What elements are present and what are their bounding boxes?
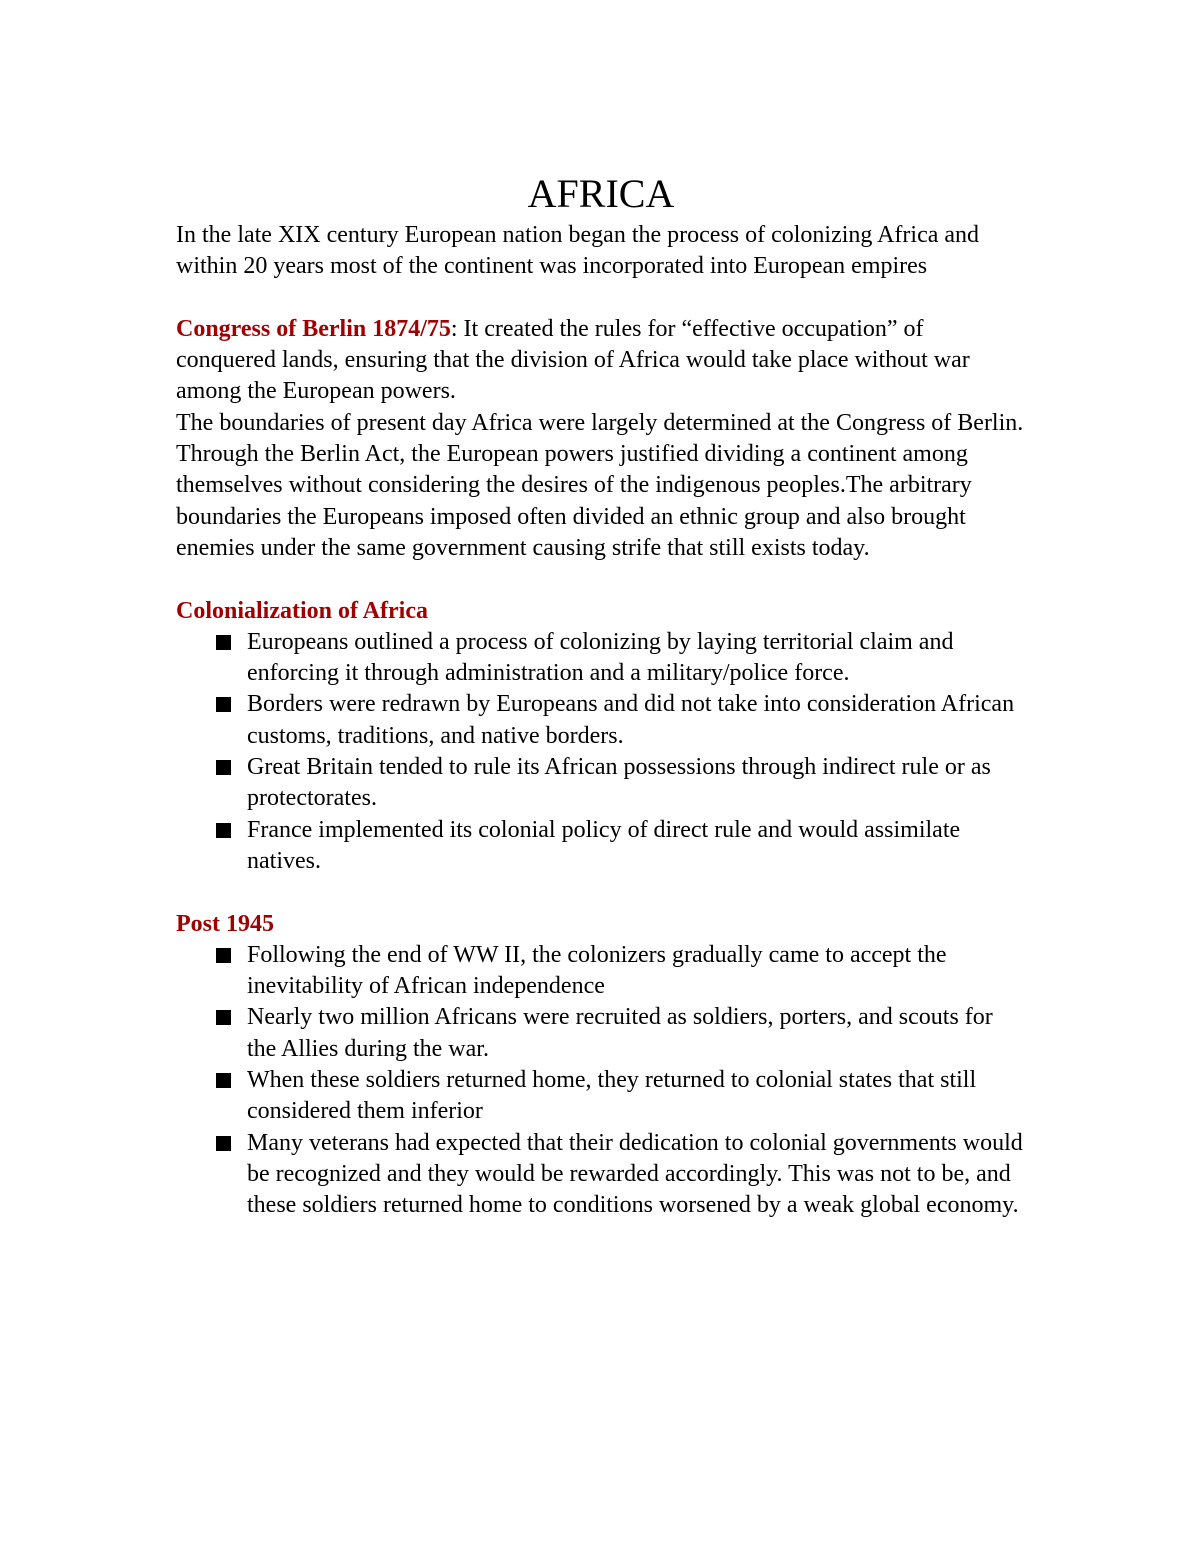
- square-bullet-icon: [216, 1073, 231, 1088]
- berlin-paragraph-2: The boundaries of present day Africa were largely determined at the Congress of Berlin.: [176, 409, 1024, 436]
- berlin-heading: Congress of Berlin 1874/75: [176, 315, 451, 342]
- spacer: [176, 283, 1026, 314]
- list-item-text: Great Britain tended to rule its African possessions through indirect rule or as protectorates.: [247, 754, 991, 812]
- list-item: [176, 940, 1026, 1003]
- square-bullet-icon: [216, 697, 231, 712]
- list-item: [176, 1128, 1026, 1222]
- document-title: AFRICA: [527, 171, 675, 216]
- list-item-text: Borders were redrawn by Europeans and did not take into consideration African customs, traditions, and native borders.: [247, 691, 1015, 749]
- list-item-text: Many veterans had expected that their dedication to colonial governments would be recognized and they would be rewarded accordingly. This was not to be, and these soldiers returned home to conditions worsened by a weak global economy.: [247, 1129, 1023, 1219]
- list-item: [176, 627, 1026, 690]
- post1945-list: [176, 940, 1026, 1222]
- colonialization-list: [176, 627, 1026, 877]
- intro-paragraph: In the late XIX century European nation began the process of colonizing Africa and within 20 years most of the continent was incorporated into European empires: [176, 222, 980, 280]
- list-item-text: France implemented its colonial policy of direct rule and would assimilate natives.: [247, 816, 961, 874]
- list-item-text: Europeans outlined a process of colonizing by laying territorial claim and enforcing it through administration and a military/police force.: [247, 628, 954, 687]
- berlin-paragraph: [176, 314, 1026, 408]
- list-item-text: When these soldiers returned home, they returned to colonial states that still considered them inferior: [247, 1067, 977, 1125]
- spacer: [176, 877, 1026, 908]
- colonialization-heading: Colonialization of Africa: [176, 597, 428, 624]
- berlin-paragraph-3: Through the Berlin Act, the European powers justified dividing a continent among themselves without considering the desires of the indigenous peoples.The arbitrary boundaries the Europeans imposed often divided an ethnic group and also brought enemies under the same government causing strife that still exists today.: [176, 441, 972, 561]
- list-item: [176, 689, 1026, 752]
- square-bullet-icon: [216, 1010, 231, 1025]
- list-item: [176, 815, 1026, 878]
- list-item: [176, 1002, 1026, 1065]
- spacer: [176, 564, 1026, 595]
- square-bullet-icon: [216, 1136, 231, 1151]
- berlin-text: : It created the rules for “effective occupation” of conquered lands, ensuring that the division of Africa would take place without war among the European powers.: [176, 315, 970, 405]
- square-bullet-icon: [216, 948, 231, 963]
- list-item: [176, 1065, 1026, 1128]
- document-page: [176, 168, 1026, 1222]
- list-item-text: Nearly two million Africans were recruited as soldiers, porters, and scouts for the Allies during the war.: [247, 1004, 993, 1062]
- list-item-text: Following the end of WW II, the colonizers gradually came to accept the inevitability of African independence: [247, 941, 947, 1000]
- post1945-heading: Post 1945: [176, 910, 274, 937]
- square-bullet-icon: [216, 823, 231, 838]
- square-bullet-icon: [216, 635, 231, 650]
- list-item: [176, 752, 1026, 815]
- square-bullet-icon: [216, 760, 231, 775]
